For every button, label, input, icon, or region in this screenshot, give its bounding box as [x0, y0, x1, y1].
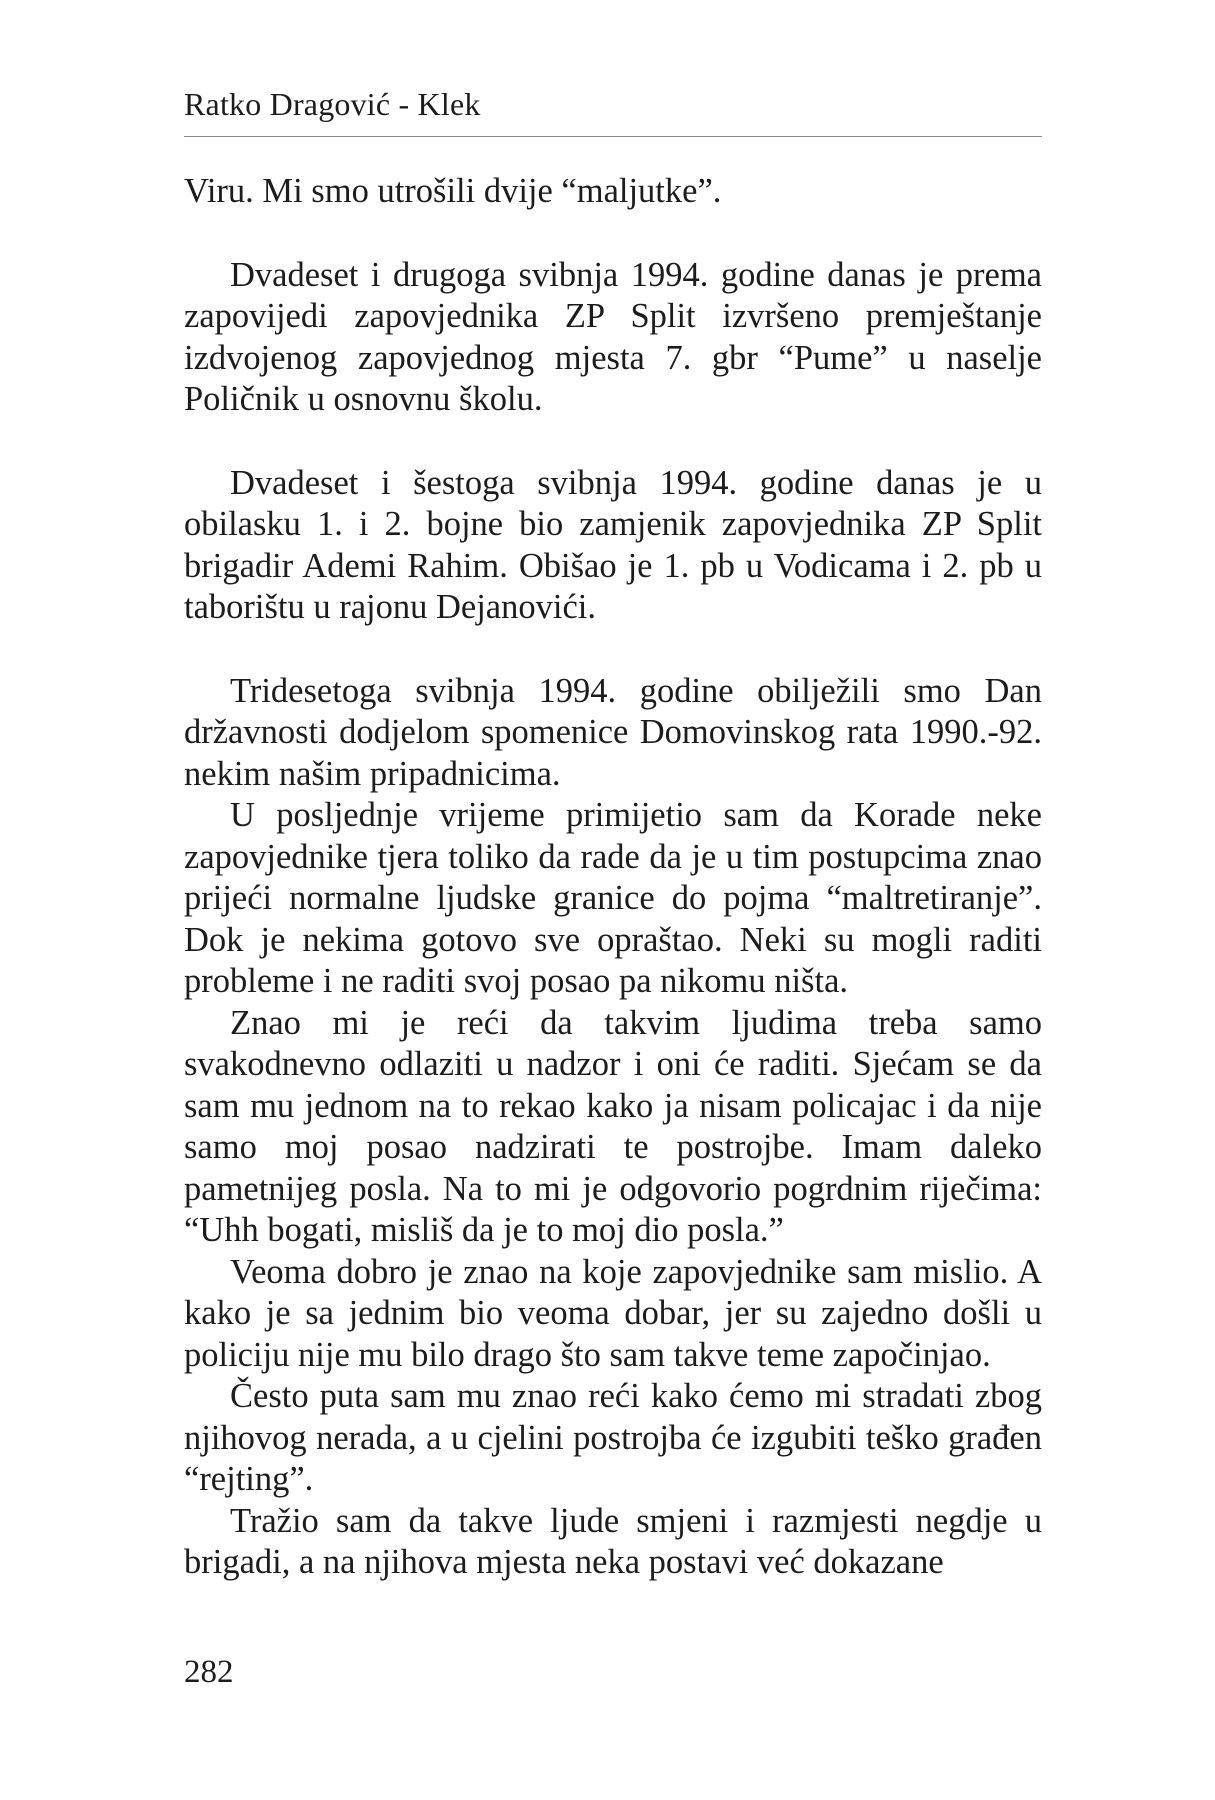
page-number: 282 [184, 1654, 234, 1690]
paragraph: Veoma dobro je znao na koje zapovjednike sam mislio. A kako je sa jednim bio veoma dobar, jer su zajedno došli u policiju nije mu bilo drago što sam takve teme započinjao. [184, 1252, 1042, 1374]
paragraph: Često puta sam mu znao reći kako ćemo mi stradati zbog njihovog nerada, a u cjelini postrojba će izgubiti teško građen “rejting”. [184, 1377, 1042, 1498]
paragraph: Znao mi je reći da takvim ljudima treba samo svakodnevno odlaziti u nadzor i oni će raditi. Sjećam se da sam mu jednom na to rekao kako ja nisam policajac i da nije samo moj posao nadzirati te postrojbe. Imam daleko pametnijeg posla. Na to mi je odgovorio pogrdnim riječima: “Uhh bogati, misliš da je to moj dio posla.” [184, 1003, 1042, 1249]
paragraph: Tridesetoga svibnja 1994. godine obilježili smo Dan državnosti dodjelom spomenice Domovinskog rata 1990.-92. nekim našim pripadnicima. [184, 671, 1042, 793]
header-title: Ratko Dragović - Klek [184, 86, 481, 122]
page-body [184, 171, 1042, 1584]
paragraph: Dvadeset i šestoga svibnja 1994. godine danas je u obilasku 1. i 2. bojne bio zamjenik zapovjednika ZP Split brigadir Ademi Rahim. Obišao je 1. pb u Vodicama i 2. pb u taborištu u rajonu Dejanovići. [184, 463, 1042, 626]
paragraph: Tražio sam da takve ljude smjeni i razmjesti negdje u brigadi, a na njihova mjesta neka postavi već dokazane [184, 1501, 1042, 1581]
paragraph: U posljednje vrijeme primijetio sam da Korade neke zapovjednike tjera toliko da rade da je u tim postupcima znao prijeći normalne ljudske granice do pojma “maltretiranje”. Dok je nekima gotovo sve opraštao. Neki su mogli raditi probleme i ne raditi svoj posao pa nikomu ništa. [184, 796, 1042, 1000]
paragraph-continuation: Viru. Mi smo utrošili dvije “maljutke”. [184, 172, 722, 210]
running-header [184, 84, 1042, 137]
paragraph: Dvadeset i drugoga svibnja 1994. godine danas je prema zapovijedi zapovjednika ZP Split izvršeno premještanje izdvojenog zapovjednog mjesta 7. gbr “Pume” u naselje Poličnik u osnovnu školu. [184, 255, 1042, 418]
